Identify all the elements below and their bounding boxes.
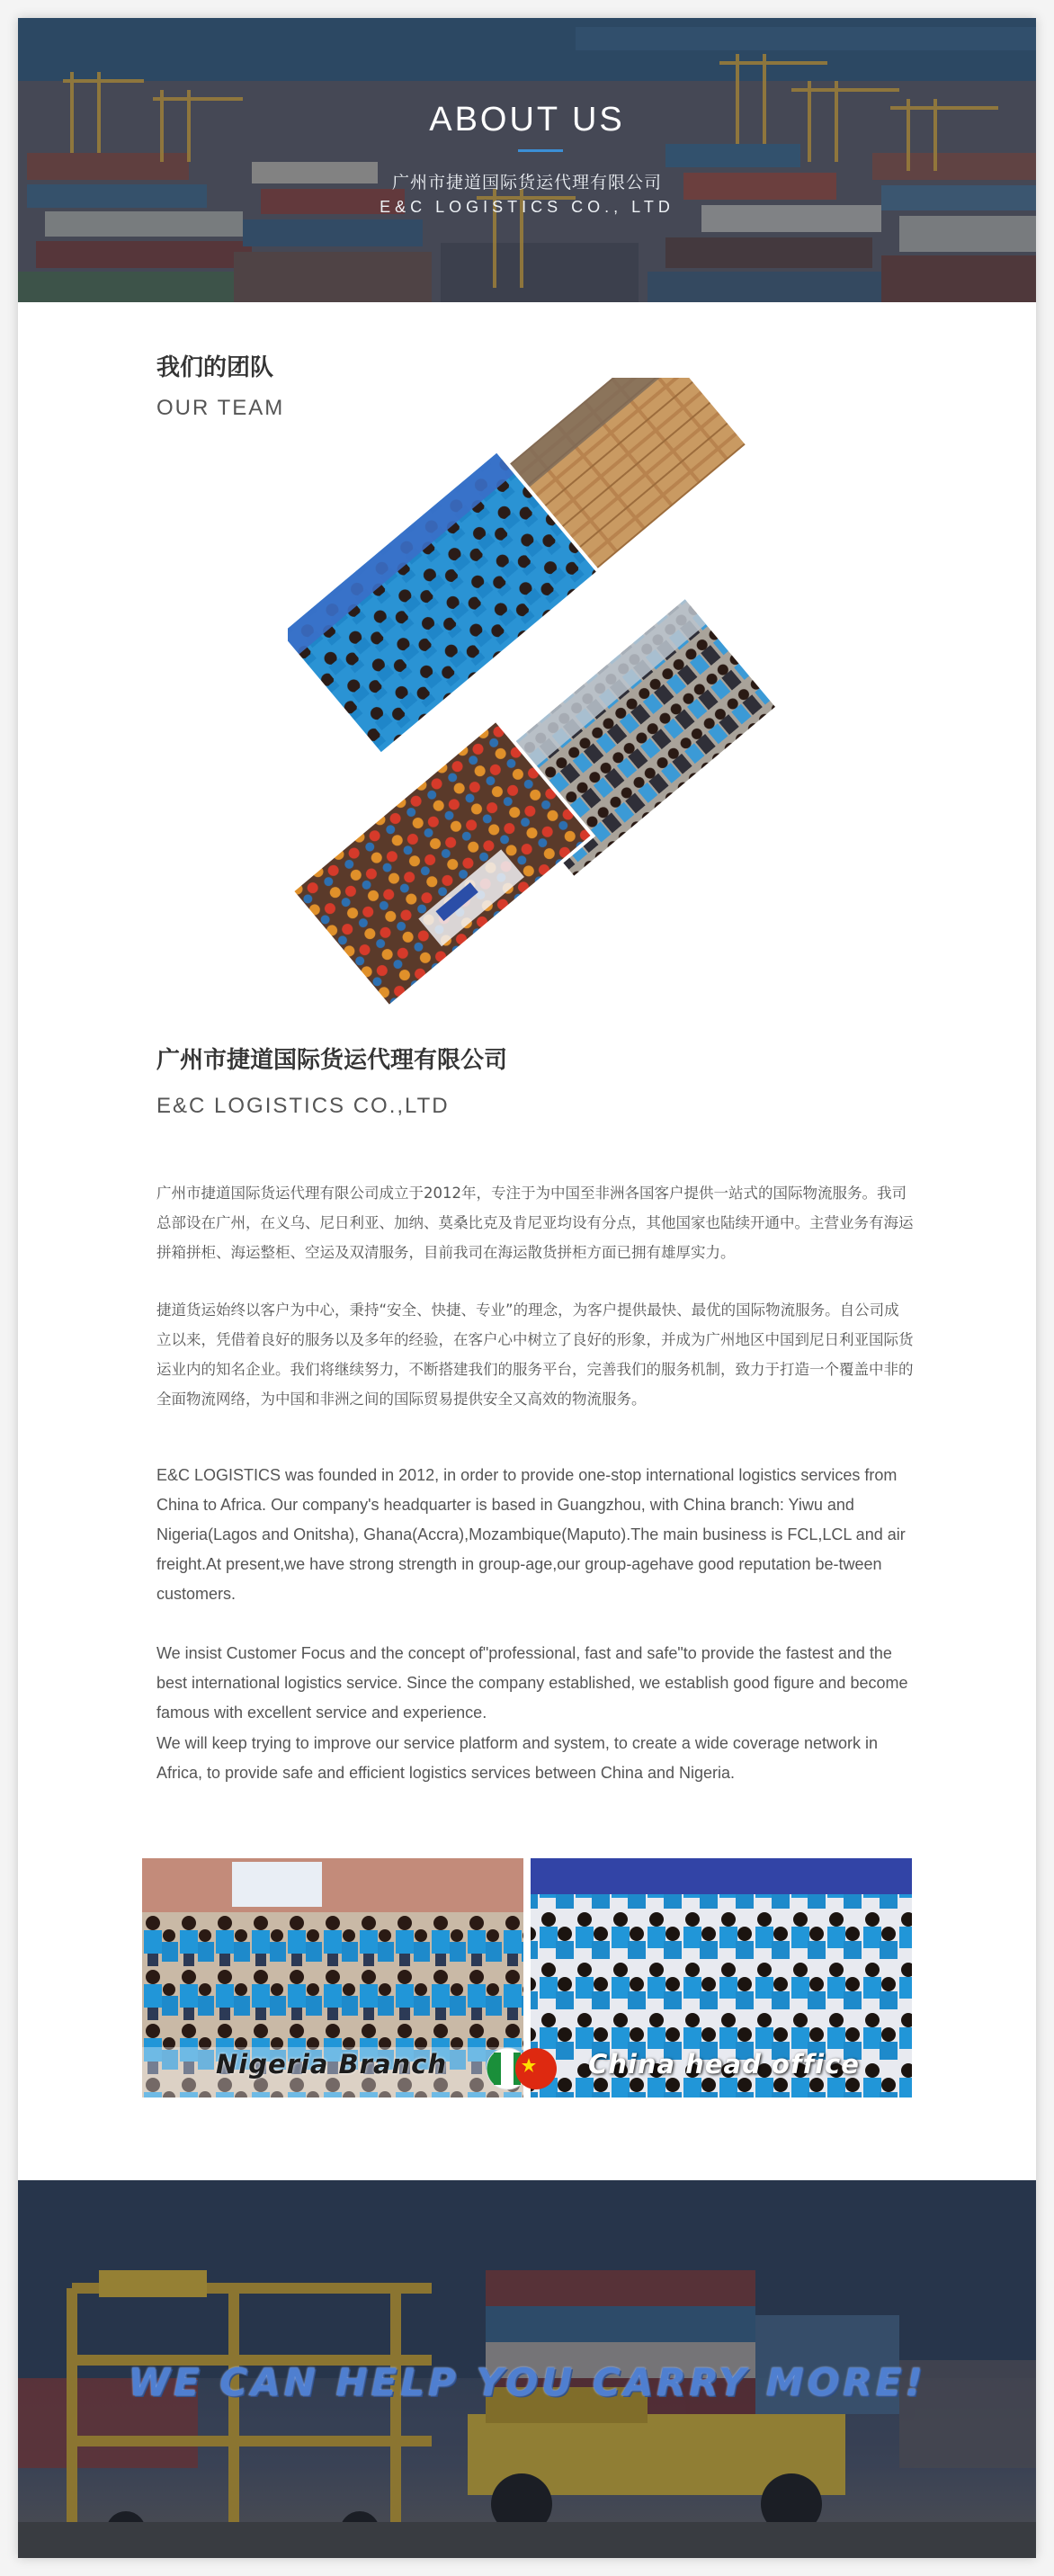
nigeria-branch-label: Nigeria Branch <box>216 2049 448 2080</box>
port-background-image <box>18 18 1036 302</box>
team-title-en: OUR TEAM <box>156 396 285 420</box>
team-photo-collage <box>288 378 791 1007</box>
hero-title: ABOUT US <box>429 101 625 139</box>
footer-banner <box>18 2180 1036 2558</box>
hero-accent-line <box>518 149 563 152</box>
company-title-cn: 广州市捷道国际货运代理有限公司 <box>156 1047 508 1074</box>
hero-company-cn: 广州市捷道国际货运代理有限公司 <box>391 173 662 192</box>
intro-paragraph-cn-2: 捷道货运始终以客户为中心，秉持“安全、快捷、专业”的理念，为客户提供最快、最优的国际物流服务。自公司成立以来，凭借着良好的服务以及多年的经验，在客户心中树立了良好的形象，并成为广州地区中国到尼日利亚国际货运业内的知名企业。我们将继续努力，不断搭建我们的服务平台，完善我们的服务机制，致力于打造一个覆盖中非的全面物流网络，为中国和非洲之间的国际贸易提供安全又高效的物流服务。 <box>156 1301 914 1408</box>
hero-banner <box>18 18 1036 302</box>
intro-paragraph-en-1: E&C LOGISTICS was founded in 2012, in order to provide one-stop international logistics services from China to Africa. Our company's headquarter is based in Guangzhou, with China branch: Yiwu and Nigeria(Lagos and Onitsha), Ghana(Accra),Mozambique(Maputo).The main business is FCL,LCL and air freight.At present,we have strong strength in group-age,our group-agehave good reputation be-tween customers. <box>156 1466 906 1603</box>
team-title-cn: 我们的团队 <box>156 354 274 381</box>
china-flag-icon <box>515 2048 557 2089</box>
hero-company-en: E&C LOGISTICS CO., LTD <box>380 198 674 216</box>
slogan: WE CAN HELP YOU CARRY MORE! <box>128 2360 926 2404</box>
intro-paragraph-en-2: We insist Customer Focus and the concept of"professional, fast and safe"to provide the fastest and the best international logistics service. Since the company established, we establish good figure and become famous with excellent service and experience. <box>156 1644 908 1722</box>
intro-paragraph-cn-1: 广州市捷道国际货运代理有限公司成立于2012年，专注于为中国至非洲各国客户提供一站式的国际物流服务。我司总部设在广州，在义乌、尼日利亚、加纳、莫桑比克及肯尼亚均设有分点，其他国家也陆续开通中。主营业务有海运拼箱拼柜、海运整柜、空运及双清服务，目前我司在海运散货拼柜方面已拥有雄厚实力。 <box>156 1185 914 1261</box>
intro-paragraph-en-3: We will keep trying to improve our service platform and system, to create a wide coverage network in Africa, to provide safe and efficient logistics services between China and Nigeria. <box>156 1734 879 1782</box>
about-page <box>18 18 1036 2558</box>
company-title-en: E&C LOGISTICS CO.,LTD <box>156 1094 450 1118</box>
china-head-office-label: China head office <box>588 2049 860 2080</box>
branch-photos <box>142 1858 912 2097</box>
